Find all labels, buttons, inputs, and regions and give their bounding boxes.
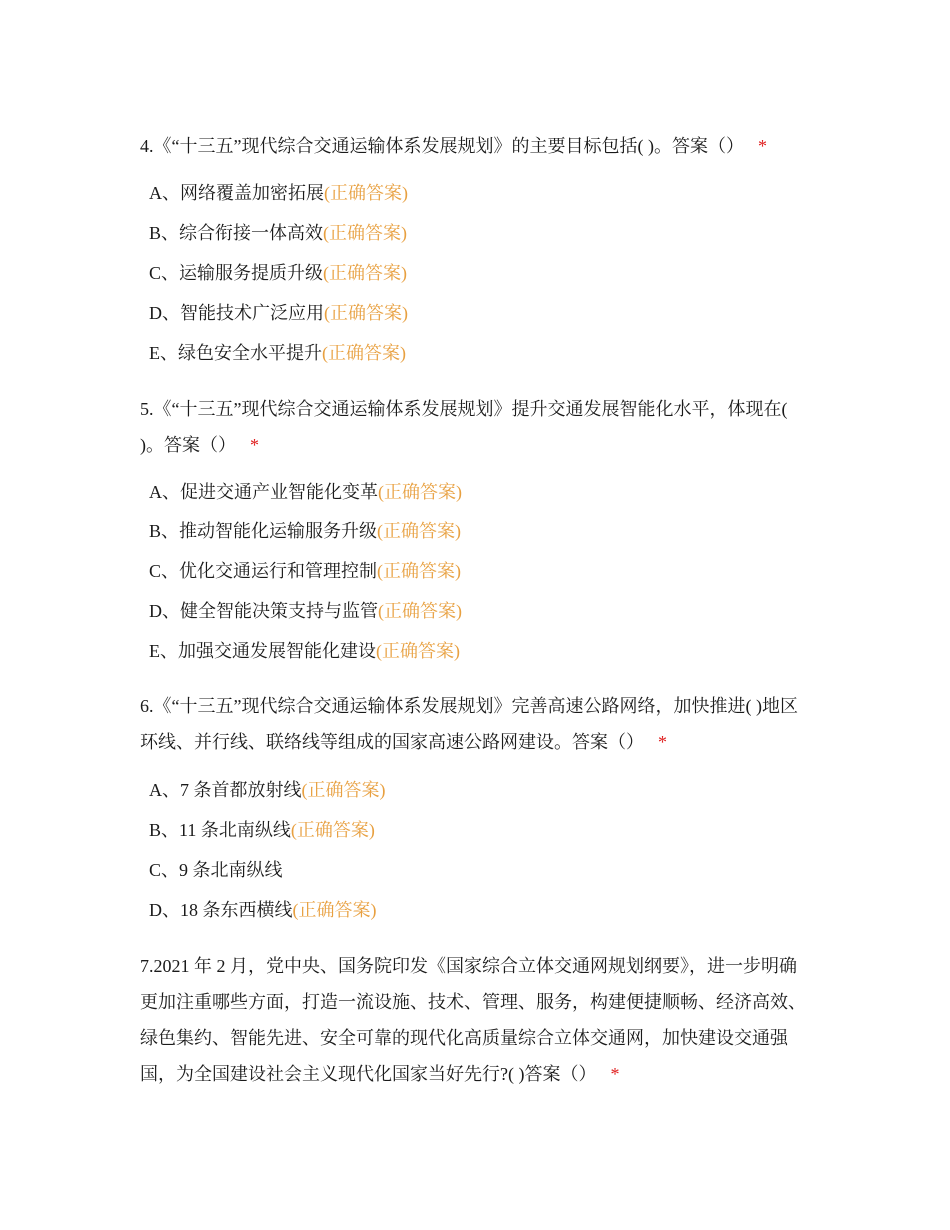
option-label: A、促进交通产业智能化变革 <box>149 482 378 502</box>
option-label: B、推动智能化运输服务升级 <box>149 521 378 541</box>
option-a[interactable] <box>149 480 462 504</box>
question-text: 5.《“十三五”现代综合交通运输体系发展规划》提升交通发展智能化水平，体现在( )。答案（） <box>140 399 788 455</box>
option-c[interactable] <box>149 559 461 583</box>
correct-answer-tag: (正确答案) <box>378 601 462 621</box>
correct-answer-tag: (正确答案) <box>301 780 386 800</box>
required-mark: * <box>757 136 767 156</box>
question-6 <box>140 688 812 760</box>
option-label: A、7 条首都放射线 <box>149 780 302 800</box>
option-c[interactable] <box>149 858 283 882</box>
correct-answer-tag: (正确答案) <box>323 223 408 243</box>
correct-answer-tag: (正确答案) <box>290 820 375 840</box>
option-label: B、11 条北南纵线 <box>149 820 291 840</box>
correct-answer-tag: (正确答案) <box>377 521 462 541</box>
correct-answer-tag: (正确答案) <box>322 343 406 363</box>
option-label: B、综合衔接一体高效 <box>149 223 324 243</box>
correct-answer-tag: (正确答案) <box>292 900 377 920</box>
option-e[interactable] <box>149 341 406 365</box>
option-label: D、健全智能决策支持与监管 <box>149 601 378 621</box>
option-label: E、加强交通发展智能化建设 <box>149 641 376 661</box>
option-b[interactable] <box>149 221 407 245</box>
option-label: C、优化交通运行和管理控制 <box>149 561 378 581</box>
required-mark: * <box>610 1064 620 1084</box>
correct-answer-tag: (正确答案) <box>324 183 408 203</box>
correct-answer-tag: (正确答案) <box>376 641 460 661</box>
option-d[interactable] <box>149 301 408 325</box>
option-d[interactable] <box>149 898 377 922</box>
required-mark: * <box>250 435 259 455</box>
question-5 <box>140 391 812 463</box>
correct-answer-tag: (正确答案) <box>324 303 408 323</box>
correct-answer-tag: (正确答案) <box>323 263 408 283</box>
option-label: E、绿色安全水平提升 <box>149 343 322 363</box>
option-e[interactable] <box>149 639 460 663</box>
question-7 <box>140 948 812 1092</box>
option-label: C、9 条北南纵线 <box>149 860 283 880</box>
option-label: D、智能技术广泛应用 <box>149 303 324 323</box>
option-d[interactable] <box>149 599 462 623</box>
question-text: 7.2021 年 2 月，党中央、国务院印发《国家综合立体交通网规划纲要》，进一步明确更加注重哪些方面，打造一流设施、技术、管理、服务，构建便捷顺畅、经济高效、绿色集约、智能先进、安全可靠的现代化高质量综合立体交通网，加快建设交通强国，为全国建设社会主义现代化国家当好先行?( )答案（） <box>140 956 806 1084</box>
option-label: D、18 条东西横线 <box>149 900 293 920</box>
correct-answer-tag: (正确答案) <box>378 482 462 502</box>
question-4 <box>140 128 812 164</box>
option-c[interactable] <box>149 261 407 285</box>
required-mark: * <box>658 732 667 752</box>
option-label: C、运输服务提质升级 <box>149 263 324 283</box>
option-b[interactable] <box>149 818 375 842</box>
question-text: 4.《“十三五”现代综合交通运输体系发展规划》的主要目标包括( )。答案（） <box>140 136 744 156</box>
question-text: 6.《“十三五”现代综合交通运输体系发展规划》完善高速公路网络，加快推进( )地区环线、并行线、联络线等组成的国家高速公路网建设。答案（） <box>140 696 798 752</box>
option-b[interactable] <box>149 519 461 543</box>
option-a[interactable] <box>149 778 386 802</box>
option-label: A、网络覆盖加密拓展 <box>149 183 324 203</box>
option-a[interactable] <box>149 181 408 205</box>
correct-answer-tag: (正确答案) <box>377 561 462 581</box>
